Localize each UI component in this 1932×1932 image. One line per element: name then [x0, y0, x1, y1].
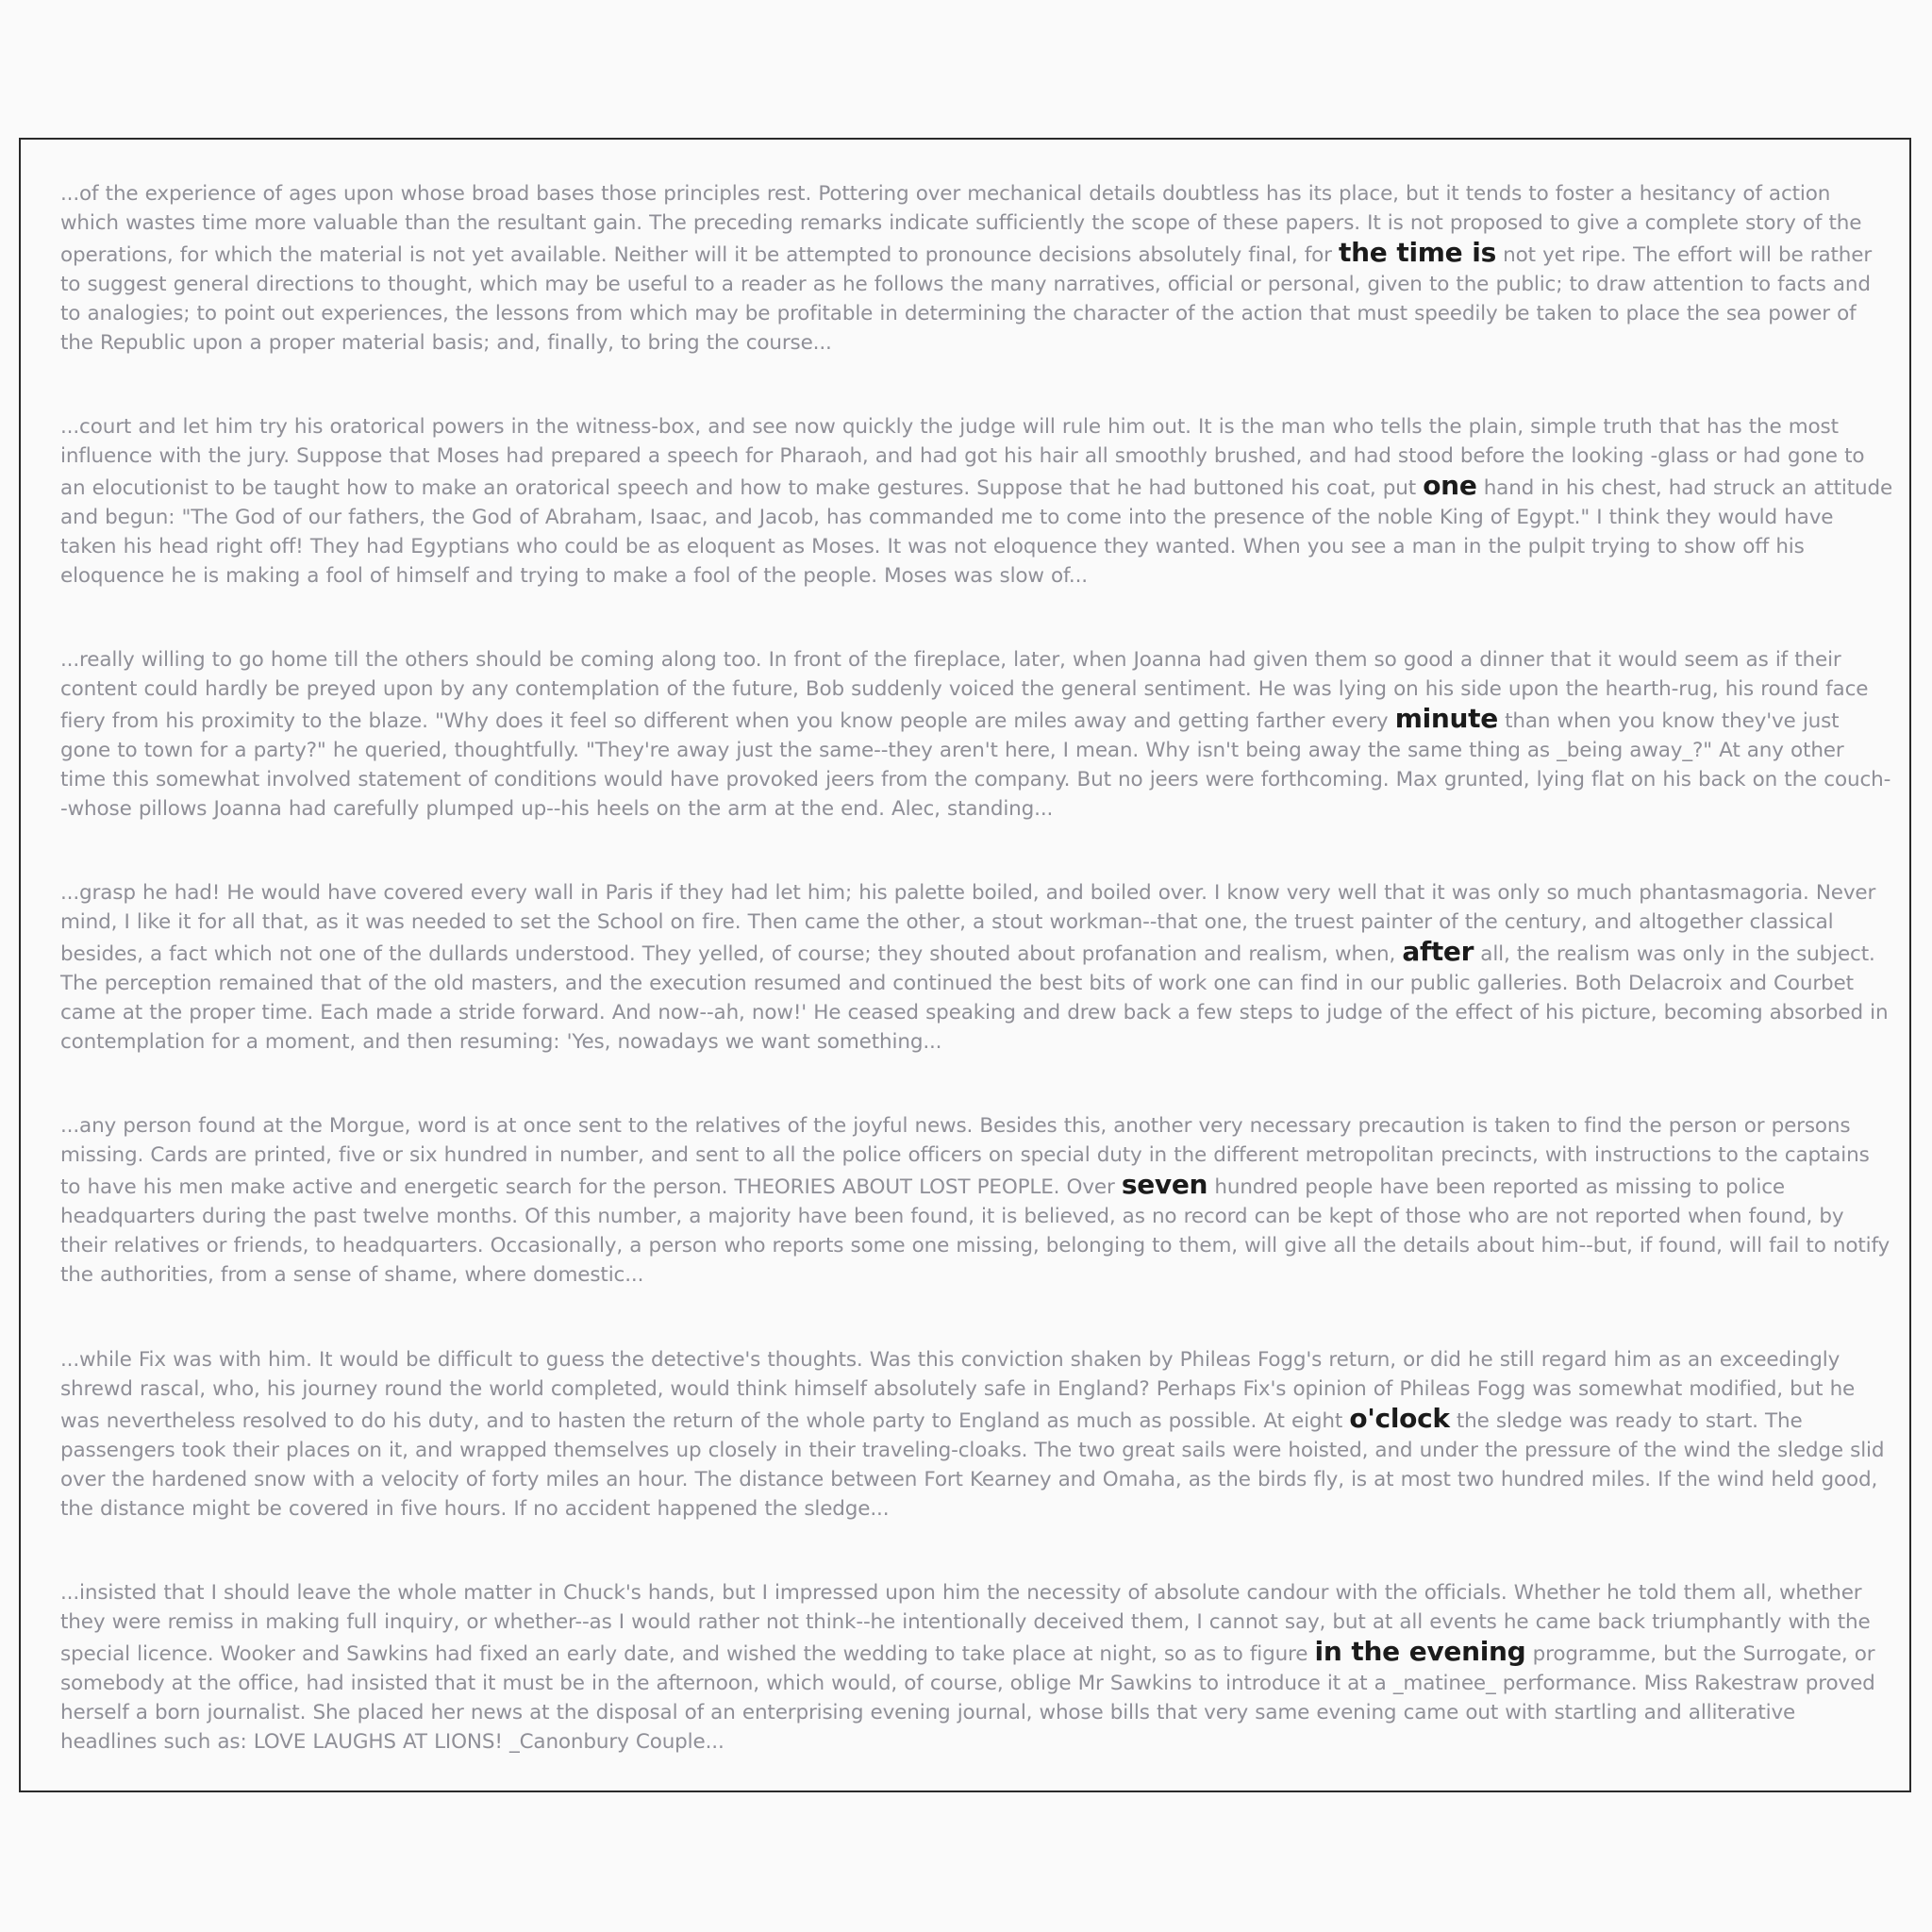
passage-text-before: ...grasp he had! He would have covered every wall in Paris if they had let him; his palette boiled, and boiled over. I know very well that it was only so much phantasmagoria. Never mind, I like it for all that, as it was needed to set the School on fire. Then came the other, a stout workman--that one, the truest painter of the century, and altogether classical besides, a fact which not one of the dullards understood. They yelled, of course; they shouted about profanation and realism, when, — [60, 881, 1876, 966]
passage-text-after: than when you know they've just gone to town for a party?" he queried, thoughtfully. "They're away just the same--they aren't here, I mean. Why isn't being away the same thing as _being away_?" At any other time this somewhat involved statement of conditions would have provoked jeers from the company. But no jeers were forthcoming. Max grunted, lying flat on his back on the couch--whose pillows Joanna had carefully plumped up--his heels on the arm at the end. Alec, standing... — [60, 709, 1891, 821]
passage-text-before: ...court and let him try his oratorical powers in the witness-box, and see now quickly the judge will rule him out. It is the man who tells the plain, simple truth that has the most influence with the jury. Suppose that Moses had prepared a speech for Pharaoh, and had got his hair all smoothly brushed, and had stood before the looking -glass or had gone to an elocutionist to be taught how to make an oratorical speech and how to make gestures. Suppose that he had buttoned his coat, put — [60, 415, 1865, 500]
passage-text-before: ...while Fix was with him. It would be difficult to guess the detective's thoughts. Was this conviction shaken by Phileas Fogg's return, or did he still regard him as an exceedingly shrewd rascal, who, his journey round the world completed, would think himself absolutely safe in England? Perhaps Fix's opinion of Phileas Fogg was somewhat modified, but he was nevertheless resolved to do his duty, and to hasten the return of the whole party to England as much as possible. At eight — [60, 1348, 1856, 1433]
passage-text-after: hand in his chest, had struck an attitude and begun: "The God of our fathers, the God of Abraham, Isaac, and Jacob, has commanded me to come into the presence of the noble King of Egypt." I think they would have taken his head right off! They had Egyptians who could be as eloquent as Moses. It was not eloquence they wanted. When you see a man in the pulpit trying to show off his eloquence he is making a fool of himself and trying to make a fool of the people. Moses was slow of... — [60, 476, 1893, 588]
highlighted-phrase: one — [1423, 470, 1477, 501]
passage-1 — [60, 179, 1895, 358]
highlighted-phrase: after — [1402, 936, 1474, 967]
passages-panel — [19, 138, 1911, 1792]
highlighted-phrase: the time is — [1339, 237, 1496, 268]
passage-text-after: not yet ripe. The effort will be rather to suggest general directions to thought, which may be useful to a reader as he follows the many narratives, official or personal, given to the public; to draw attention to facts and to analogies; to point out experiences, the lessons from which may be profitable in determining the character of the action that must speedily be taken to place the sea power of the Republic upon a proper material basis; and, finally, to bring the course... — [60, 243, 1873, 355]
passage-6 — [60, 1345, 1895, 1524]
passage-text-after: all, the realism was only in the subject. The perception remained that of the old masters, and the execution resumed and continued the best bits of work one can find in our public galleries. Both Delacroix and Courbet came at the proper time. Each made a stride forward. And now--ah, now!' He ceased speaking and drew back a few steps to judge of the effect of his picture, becoming absorbed in contemplation for a moment, and then resuming: 'Yes, nowadays we want something... — [60, 942, 1889, 1054]
highlighted-phrase: o'clock — [1349, 1403, 1450, 1434]
passage-text-before: ...really willing to go home till the others should be coming along too. In front of the fireplace, later, when Joanna had given them so good a dinner that it would seem as if their content could hardly be preyed upon by any contemplation of the future, Bob suddenly voiced the general sentiment. He was lying on his side upon the hearth-rug, his round face fiery from his proximity to the blaze. "Why does it feel so different when you know people are miles away and getting farther every — [60, 648, 1869, 733]
passage-7 — [60, 1578, 1895, 1757]
passage-text-before: ...insisted that I should leave the whole matter in Chuck's hands, but I impressed upon him the necessity of absolute candour with the officials. Whether he told them all, whether they were remiss in making full inquiry, or whether--as I would rather not think--he intentionally deceived them, I cannot say, but at all events he came back triumphantly with the special licence. Wooker and Sawkins had fixed an early date, and wished the wedding to take place at night, so as to figure — [60, 1581, 1871, 1666]
passage-5 — [60, 1111, 1895, 1290]
passage-3 — [60, 645, 1895, 824]
passage-text-after: hundred people have been reported as missing to police headquarters during the past twelve months. Of this number, a majority have been found, it is believed, as no record can be kept of those who are not reported when found, by their relatives or friends, to headquarters. Occasionally, a person who reports some one missing, belonging to them, will give all the details about him--but, if found, will fail to notify the authorities, from a sense of shame, where domestic... — [60, 1175, 1890, 1287]
highlighted-phrase: minute — [1394, 703, 1498, 734]
passage-text-before: ...any person found at the Morgue, word is at once sent to the relatives of the joyful news. Besides this, another very necessary precaution is taken to find the person or persons missing. Cards are printed, five or six hundred in number, and sent to all the police officers on special duty in the different metropolitan precincts, with instructions to the captains to have his men make active and energetic search for the person. THEORIES ABOUT LOST PEOPLE. Over — [60, 1114, 1870, 1199]
passage-text-after: the sledge was ready to start. The passengers took their places on it, and wrapped themselves up closely in their traveling-cloaks. The two great sails were hoisted, and under the pressure of the wind the sledge slid over the hardened snow with a velocity of forty miles an hour. The distance between Fort Kearney and Omaha, as the birds fly, is at most two hundred miles. If the wind held good, the distance might be covered in five hours. If no accident happened the sledge... — [60, 1409, 1885, 1521]
highlighted-phrase: in the evening — [1314, 1636, 1526, 1667]
passage-4 — [60, 878, 1895, 1057]
passage-2 — [60, 412, 1895, 591]
passage-text-before: ...of the experience of ages upon whose broad bases those principles rest. Pottering over mechanical details doubtless has its place, but it tends to foster a hesitancy of action which wastes time more valuable than the resultant gain. The preceding remarks indicate sufficiently the scope of these papers. It is not proposed to give a complete story of the operations, for which the material is not yet available. Neither will it be attempted to pronounce decisions absolutely final, for — [60, 182, 1862, 267]
passage-text-after: programme, but the Surrogate, or somebody at the office, had insisted that it must be in the afternoon, which would, of course, oblige Mr Sawkins to introduce it at a _matinee_ performance. Miss Rakestraw proved herself a born journalist. She placed her news at the disposal of an enterprising evening journal, whose bills that very same evening came out with startling and alliterative headlines such as: LOVE LAUGHS AT LIONS! _Canonbury Couple... — [60, 1642, 1875, 1754]
highlighted-phrase: seven — [1121, 1169, 1208, 1200]
